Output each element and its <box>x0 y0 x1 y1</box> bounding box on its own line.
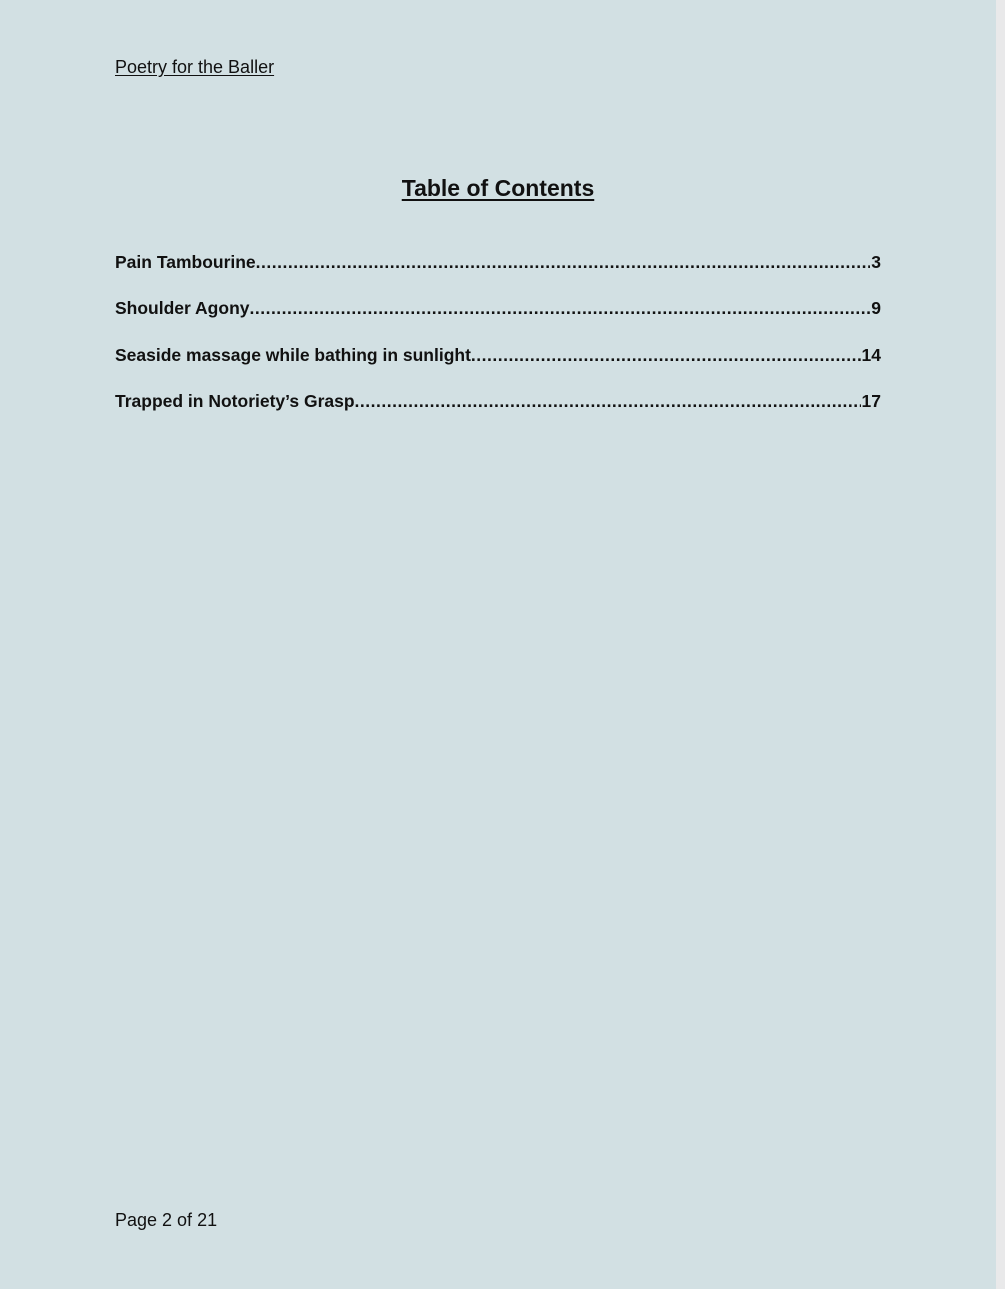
toc-entry[interactable] <box>115 252 881 298</box>
page-number-footer: Page 2 of 21 <box>115 1210 218 1230</box>
toc-dot-leader <box>471 345 861 366</box>
toc-dot-leader <box>256 252 871 273</box>
toc-entry-page-number[interactable]: 9 <box>871 298 881 319</box>
toc-entry-title[interactable]: Trapped in Notoriety’s Grasp <box>115 390 355 411</box>
toc-entry[interactable] <box>115 391 881 437</box>
toc-dot-leader <box>355 391 861 412</box>
toc-entry-title[interactable]: Pain Tambourine <box>115 252 256 272</box>
toc-list <box>115 252 881 437</box>
toc-entry[interactable] <box>115 345 881 391</box>
toc-entry-page-number[interactable]: 3 <box>871 252 881 272</box>
toc-entry-page-number[interactable]: 17 <box>861 390 881 411</box>
toc-entry[interactable] <box>115 298 881 344</box>
toc-dot-leader <box>250 298 871 319</box>
toc-entry-title[interactable]: Seaside massage while bathing in sunlight <box>115 344 471 365</box>
toc-entry-title[interactable]: Shoulder Agony <box>115 298 250 319</box>
toc-entry-page-number[interactable]: 14 <box>861 344 881 365</box>
page-edge <box>996 0 1005 1289</box>
document-header-title: Poetry for the Baller <box>115 57 275 77</box>
toc-heading: Table of Contents <box>401 175 595 201</box>
